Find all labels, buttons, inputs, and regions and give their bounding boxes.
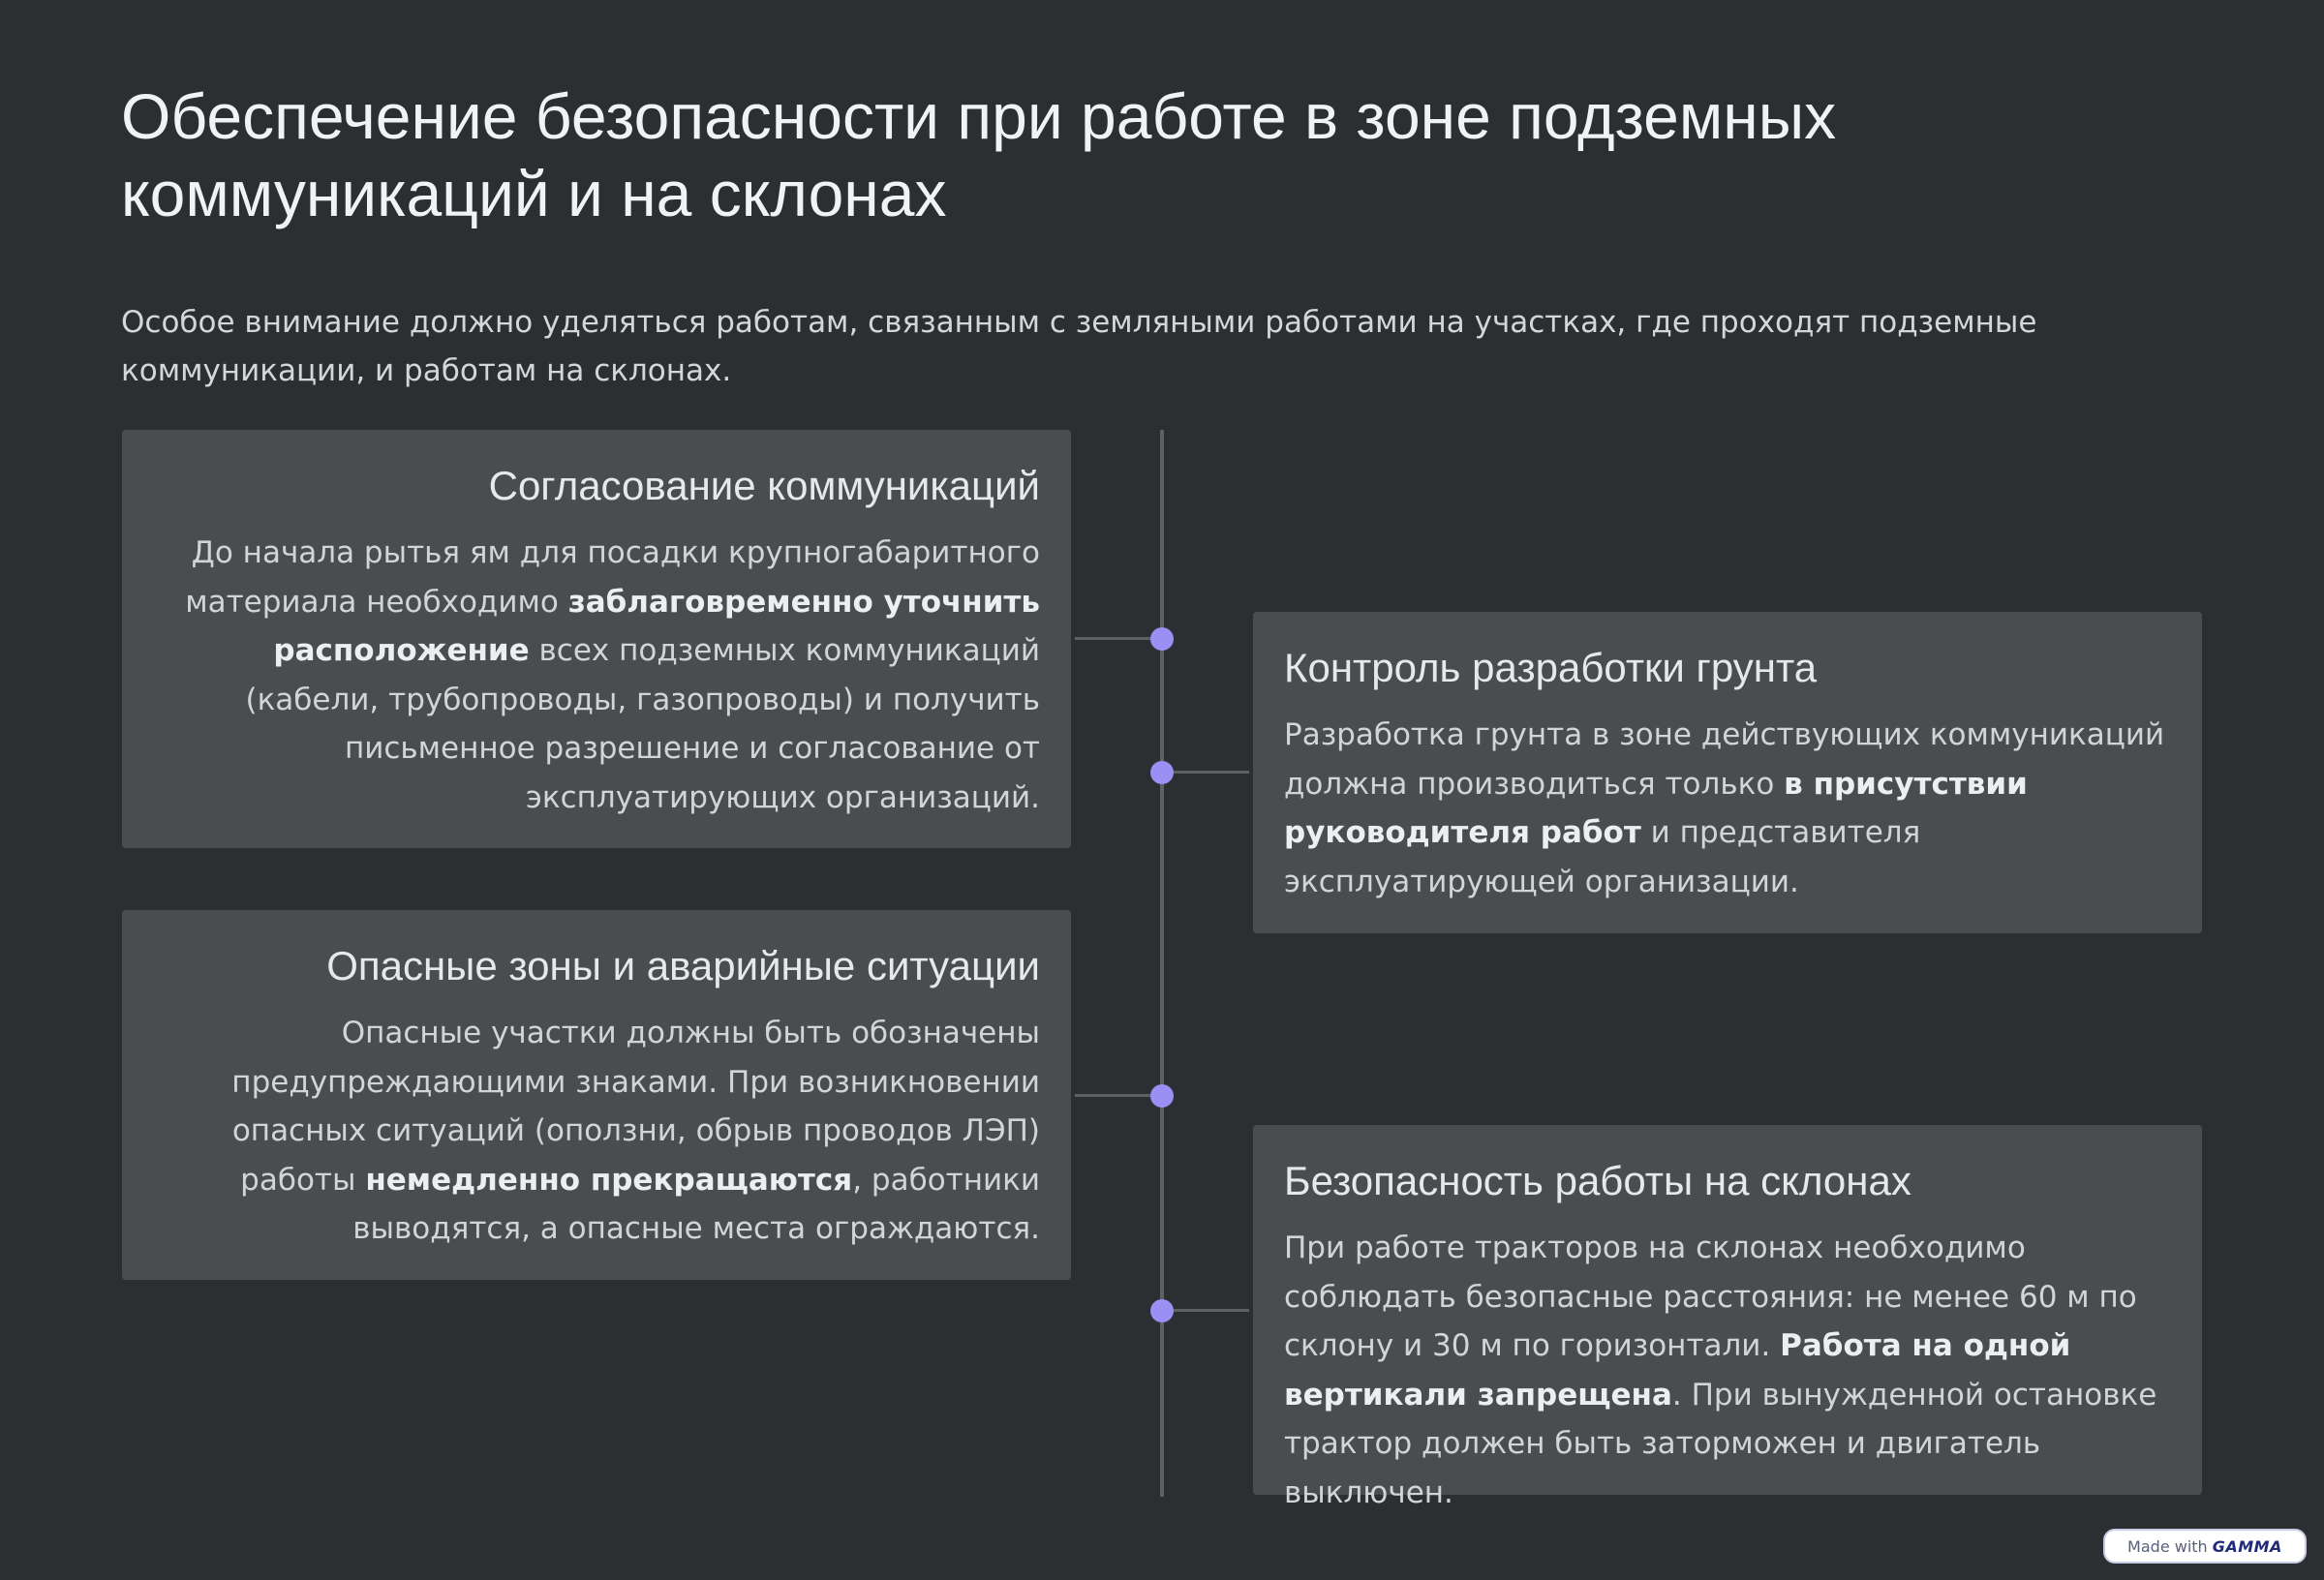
timeline-connector-4 xyxy=(1162,1309,1249,1312)
card-text: Разработка грунта в зоне действующих коммуникаций должна производиться только в присутствии руководителя работ и представителя эксплуатирующей организации. xyxy=(1284,717,2165,899)
card-danger-zones xyxy=(122,910,1071,1280)
page-title-line-1: Обеспечение безопасности при работе в зоне подземных xyxy=(121,80,1837,152)
page-title-line-2: коммуникаций и на склонах xyxy=(121,158,947,229)
card-title: Согласование коммуникаций xyxy=(488,463,1040,508)
card-text-emphasis: заблаговременно уточнить расположение xyxy=(273,584,1040,668)
badge-prefix: Made with xyxy=(2127,1536,2208,1556)
page-subtitle: Особое внимание должно уделяться работам, связанным с земляными работами на участках, где проходят подземные коммуникации, и работам на склонах. xyxy=(121,305,2037,388)
card-text: До начала рытья ям для посадки крупногабаритного материала необходимо заблаговременно уточнить расположение всех подземных коммуникаций (кабели, трубопроводы, газопроводы) и получить письменное разрешение и согласование от эксплуатирующих организаций. xyxy=(185,535,1040,815)
made-with-gamma-badge[interactable] xyxy=(2103,1529,2307,1564)
timeline-connector-1 xyxy=(1075,637,1162,640)
timeline-connector-3 xyxy=(1075,1094,1162,1097)
card-coordination xyxy=(122,430,1071,848)
card-title: Контроль разработки грунта xyxy=(1284,645,1818,690)
timeline-dot-2 xyxy=(1150,761,1174,784)
timeline-dot-3 xyxy=(1150,1084,1174,1108)
gamma-logo: GAMMA xyxy=(2212,1536,2282,1556)
card-title: Опасные зоны и аварийные ситуации xyxy=(326,943,1040,988)
timeline-line xyxy=(1160,430,1164,1497)
page-title xyxy=(121,77,2058,232)
card-text-emphasis: немедленно прекращаются xyxy=(365,1162,853,1198)
card-text-emphasis: Работа на одной вертикали запрещена xyxy=(1284,1328,2071,1413)
timeline-dot-4 xyxy=(1150,1299,1174,1322)
card-title: Безопасность работы на склонах xyxy=(1284,1158,1911,1203)
card-text: Опасные участки должны быть обозначены предупреждающими знаками. При возникновении опасных ситуаций (оползни, обрыв проводов ЛЭП) работы немедленно прекращаются, работники выводятся, а опасные места ограждаются. xyxy=(231,1016,1040,1246)
card-text: При работе тракторов на склонах необходимо соблюдать безопасные расстояния: не менее 60 м по склону и 30 м по горизонтали. Работа на одной вертикали запрещена. При вынужденной остановке трактор должен быть заторможен и двигатель выключен. xyxy=(1284,1231,2157,1510)
timeline-connector-2 xyxy=(1162,771,1249,774)
card-text-emphasis: в присутствии руководителя работ xyxy=(1284,766,2028,850)
card-soil-control xyxy=(1253,612,2202,933)
card-slope-safety xyxy=(1253,1125,2202,1510)
timeline-dot-1 xyxy=(1150,627,1174,651)
